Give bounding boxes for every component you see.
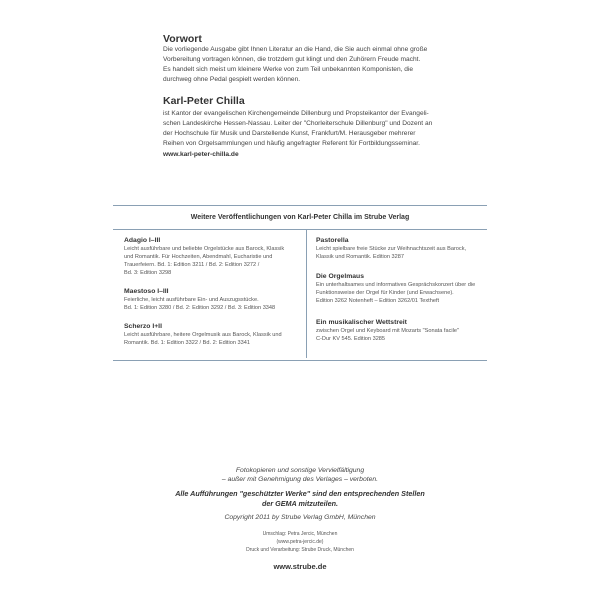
- publication-scherzo: [124, 322, 300, 347]
- gema-notice: [0, 489, 600, 508]
- credits-line: Druck und Verarbeitung: Strube Druck, München: [246, 547, 354, 553]
- foreword-line: Vorbereitung vortragen können, die trotzdem gut klingt und den Zuhörern Freude macht.: [163, 56, 421, 63]
- foreword-line: durchweg ohne Pedal gespielt werden können.: [163, 76, 301, 83]
- publication-title: Die Orgelmaus: [316, 273, 364, 280]
- publication-line: Leicht ausführbare, heitere Orgelmusik aus Barock, Klassik und: [124, 332, 282, 338]
- credits: [0, 530, 600, 554]
- publications-column-divider: [306, 230, 307, 358]
- bio-line: ist Kantor der evangelischen Kirchengemeinde Dillenburg und Propsteikantor der Evangeli-: [163, 110, 429, 117]
- publisher-website-link[interactable]: www.strube.de: [273, 562, 327, 571]
- publication-maestoso: [124, 287, 300, 312]
- bio-line: schen Landeskirche Hessen-Nassau. Leiter der "Chorleiterschule Dillenburg" und Dozent an: [163, 120, 433, 127]
- publication-title: Adagio I–III: [124, 237, 161, 244]
- bio-heading: Karl-Peter Chilla: [163, 95, 245, 107]
- copy-notice-line: Fotokopieren und sonstige Vervielfältigung: [235, 467, 365, 474]
- foreword-line: Es handelt sich meist um kleinere Werke von zum Teil unbekannten Komponisten, die: [163, 66, 414, 73]
- publications-bottom-rule: [113, 360, 487, 361]
- gema-notice-line: Alle Aufführungen "geschützter Werke" sind den entsprechenden Stellen: [175, 489, 425, 498]
- publication-line: und Romantik. Für Hochzeiten, Abendmahl, Eucharistie und: [124, 254, 273, 260]
- publications-top-rule: [113, 205, 487, 206]
- publication-title: Scherzo I+II: [124, 323, 162, 330]
- copy-notice-line: – außer mit Genehmigung des Verlages – verboten.: [221, 476, 379, 483]
- publication-line: Bd. 3: Edition 3298: [124, 270, 172, 276]
- bio-line: Reihen von Orgelsammlungen und häufig angefragter Referent für Fortbildungsseminar.: [163, 140, 420, 147]
- publication-adagio: [124, 236, 300, 277]
- copyright: Copyright 2011 by Strube Verlag GmbH, München: [224, 514, 376, 521]
- publication-orgelmaus: [316, 272, 487, 305]
- publication-wettstreit: [316, 318, 487, 343]
- publication-line: Feierliche, leicht ausführbare Ein- und Auszugsstücke.: [124, 297, 259, 303]
- publication-line: Romantik. Bd. 1: Edition 3322 / Bd. 2: Edition 3341: [124, 340, 250, 346]
- gema-notice-line: der GEMA mitzuteilen.: [261, 498, 338, 508]
- publication-line: Leicht ausführbare und beliebte Orgelstücke aus Barock, Klassik: [124, 246, 285, 252]
- bio-line: der Hochschule für Musik und Darstellende Kunst, Frankfurt/M. Herausgeber mehrerer: [163, 130, 416, 137]
- publication-line: Leicht spielbare freie Stücke zur Weihnachtszeit aus Barock,: [316, 246, 467, 252]
- publications-title-rule: [113, 229, 487, 230]
- foreword-line: Die vorliegende Ausgabe gibt Ihnen Literatur an die Hand, die Sie auch einmal ohne große: [163, 46, 428, 53]
- publication-line: Trauerfeiern. Bd. 1: Edition 3211 / Bd. 2: Edition 3272 /: [124, 262, 260, 268]
- credits-line: (www.petra-jercic.de): [276, 539, 324, 545]
- publication-line: Funktionsweise der Orgel für Kinder (und Erwachsene).: [316, 290, 454, 296]
- foreword-text: [163, 45, 463, 85]
- credits-line: Umschlag: Petra Jercic, München: [262, 531, 338, 537]
- publication-line: Ein unterhaltsames und informatives Gesprächskonzert über die: [316, 282, 476, 288]
- author-website-link[interactable]: www.karl-peter-chilla.de: [163, 151, 239, 158]
- foreword-heading: Vorwort: [163, 33, 202, 45]
- publication-title: Ein musikalischer Wettstreit: [316, 319, 407, 326]
- publication-title: Maestoso I–III: [124, 288, 169, 295]
- publication-line: C-Dur KV 545. Edition 3285: [316, 336, 386, 342]
- publications-title: Weitere Veröffentlichungen von Karl-Peter Chilla im Strube Verlag: [190, 214, 410, 221]
- publication-line: Edition 3262 Notenheft – Edition 3262/01 Textheft: [316, 298, 440, 304]
- publication-title: Pastorella: [316, 237, 349, 244]
- publication-line: zwischen Orgel und Keyboard mit Mozarts "Sonata facile": [316, 328, 459, 334]
- publication-line: Klassik und Romantik. Edition 3287: [316, 254, 404, 260]
- publication-pastorella: [316, 236, 487, 261]
- copy-notice: [0, 466, 600, 484]
- publication-line: Bd. 1: Edition 3280 / Bd. 2: Edition 3292 / Bd. 3: Edition 3348: [124, 305, 276, 311]
- bio-text: [163, 109, 463, 149]
